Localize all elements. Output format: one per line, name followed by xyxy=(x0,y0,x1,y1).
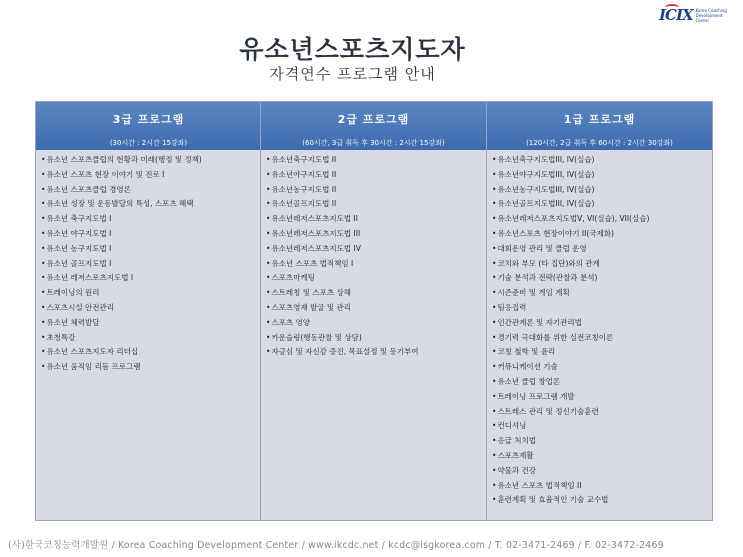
course-item: • 인간관계론 및 자기관리법 xyxy=(492,316,712,331)
course-item: • 시즌준비 및 게임 계획 xyxy=(492,286,712,301)
course-item: • 유소년 스포츠클럽의 현황과 미래(행정 및 정책) xyxy=(41,153,261,168)
course-item: • 유소년 스포츠지도자 리더십 xyxy=(41,345,261,360)
program-column-level3 xyxy=(35,101,262,521)
column-header xyxy=(261,102,486,150)
course-item: • 응급 처치법 xyxy=(492,434,712,449)
course-item: • 유소년 클럽 창업론 xyxy=(492,375,712,390)
course-item: • 코칭 철학 및 윤리 xyxy=(492,345,712,360)
course-item: • 훈련계획 및 효율적인 기술 교수법 xyxy=(492,493,712,508)
column-title: 1급 프로그램 xyxy=(563,113,636,126)
course-list xyxy=(36,150,261,375)
footer-contact: (사)한국코칭능력개발원 / Korea Coaching Development Center / www.ikcdc.net / kcdc@isgkorea.com / T. 02-3471-2469 / F. 02-3472-2469 xyxy=(8,540,664,551)
course-item: • 유소년골프지도법III, IV(실습) xyxy=(492,197,712,212)
course-item: • 스포츠재활 xyxy=(492,449,712,464)
course-item: • 유소년골프지도법 II xyxy=(266,197,486,212)
column-header xyxy=(36,102,261,150)
course-item: • 유소년축구지도법 II xyxy=(266,153,486,168)
course-item: • 트레이닝 프로그램 개발 xyxy=(492,390,712,405)
course-item: • 스포츠 영양 xyxy=(266,316,486,331)
page-subtitle: 자격연수 프로그램 안내 xyxy=(269,65,436,83)
column-hours: (30시간 : 2시간 15강좌) xyxy=(109,139,188,147)
course-item: • 유소년레저스포츠지도법V, VI(실습), VII(실습) xyxy=(492,212,712,227)
course-item: • 유소년 성장 및 운동발달의 특성, 스포츠 혜택 xyxy=(41,197,261,212)
course-item: • 대회운영 관리 및 클럽 운영 xyxy=(492,242,712,257)
course-item: • 코치와 부모 (타 집단)와의 관계 xyxy=(492,257,712,272)
column-hours: (60시간, 3급 취득 후 30시간 : 2시간 15강좌) xyxy=(302,139,445,147)
column-title: 2급 프로그램 xyxy=(337,113,410,126)
course-item: • 경기력 극대화를 위한 실전코칭이론 xyxy=(492,331,712,346)
course-item: • 유소년레저스포츠지도법 III xyxy=(266,227,486,242)
column-hours: (120시간, 2급 취득 후 60시간 : 2시간 30강좌) xyxy=(526,139,673,147)
logo xyxy=(659,4,737,26)
program-column-level2 xyxy=(260,101,487,521)
course-item: • 유소년 움직임 리듬 프로그램 xyxy=(41,360,261,375)
course-item: • 스포츠영재 발굴 및 관리 xyxy=(266,301,486,316)
course-item: • 유소년농구지도법III, IV(실습) xyxy=(492,183,712,198)
course-item: • 약물과 건강 xyxy=(492,464,712,479)
page-title: 유소년스포츠지도자 xyxy=(239,35,466,64)
course-item: • 유소년 스포츠클럽 경영론 xyxy=(41,183,261,198)
course-item: • 유소년 스포츠 법적책임 I xyxy=(266,257,486,272)
course-item: • 유소년 축구지도법 I xyxy=(41,212,261,227)
course-item: • 스포츠마케팅 xyxy=(266,271,486,286)
course-list xyxy=(487,150,712,508)
course-item: • 유소년레저스포츠지도법 II xyxy=(266,212,486,227)
course-item: • 컨디셔닝 xyxy=(492,419,712,434)
course-item: • 유소년 골프지도법 I xyxy=(41,257,261,272)
course-item: • 커뮤니케이션 기술 xyxy=(492,360,712,375)
column-header xyxy=(487,102,712,150)
course-item: • 스포츠시설 안전관리 xyxy=(41,301,261,316)
course-item: • 기술 분석과 전략(관찰과 분석) xyxy=(492,271,712,286)
course-item: • 유소년스포츠 현장이야기 II(국제화) xyxy=(492,227,712,242)
course-item: • 유소년축구지도법III, IV(실습) xyxy=(492,153,712,168)
course-item: • 유소년레저스포츠지도법 IV xyxy=(266,242,486,257)
course-item: • 트레이닝의 원리 xyxy=(41,286,261,301)
course-item: • 유소년야구지도법III, IV(실습) xyxy=(492,168,712,183)
logo-subtext: Korea Coaching Development Center xyxy=(695,7,727,23)
course-item: • 스트레스 관리 및 정신기술훈련 xyxy=(492,405,712,420)
course-item: • 팀응집력 xyxy=(492,301,712,316)
course-item: • 유소년 농구지도법 I xyxy=(41,242,261,257)
program-column-level1 xyxy=(486,101,713,521)
logo-mark: ICIX xyxy=(659,6,693,24)
column-title: 3급 프로그램 xyxy=(112,113,185,126)
course-item: • 유소년농구지도법 II xyxy=(266,183,486,198)
course-item: • 카운슬링(행동관찰 및 상담) xyxy=(266,331,486,346)
course-item: • 유소년 스포츠 현장 이야기 및 진로 I xyxy=(41,168,261,183)
course-list xyxy=(261,150,486,360)
course-item: • 유소년 스포츠 법적책임 II xyxy=(492,479,712,494)
course-item: • 초청특강 xyxy=(41,331,261,346)
course-item: • 유소년 레저스포츠지도법 I xyxy=(41,271,261,286)
course-item: • 자긍심 및 자신감 증진, 목표설정 및 동기부여 xyxy=(266,345,486,360)
course-item: • 유소년 체력발달 xyxy=(41,316,261,331)
course-item: • 유소년야구지도법 II xyxy=(266,168,486,183)
course-item: • 스트레칭 및 스포츠 상해 xyxy=(266,286,486,301)
course-item: • 유소년 야구지도법 I xyxy=(41,227,261,242)
